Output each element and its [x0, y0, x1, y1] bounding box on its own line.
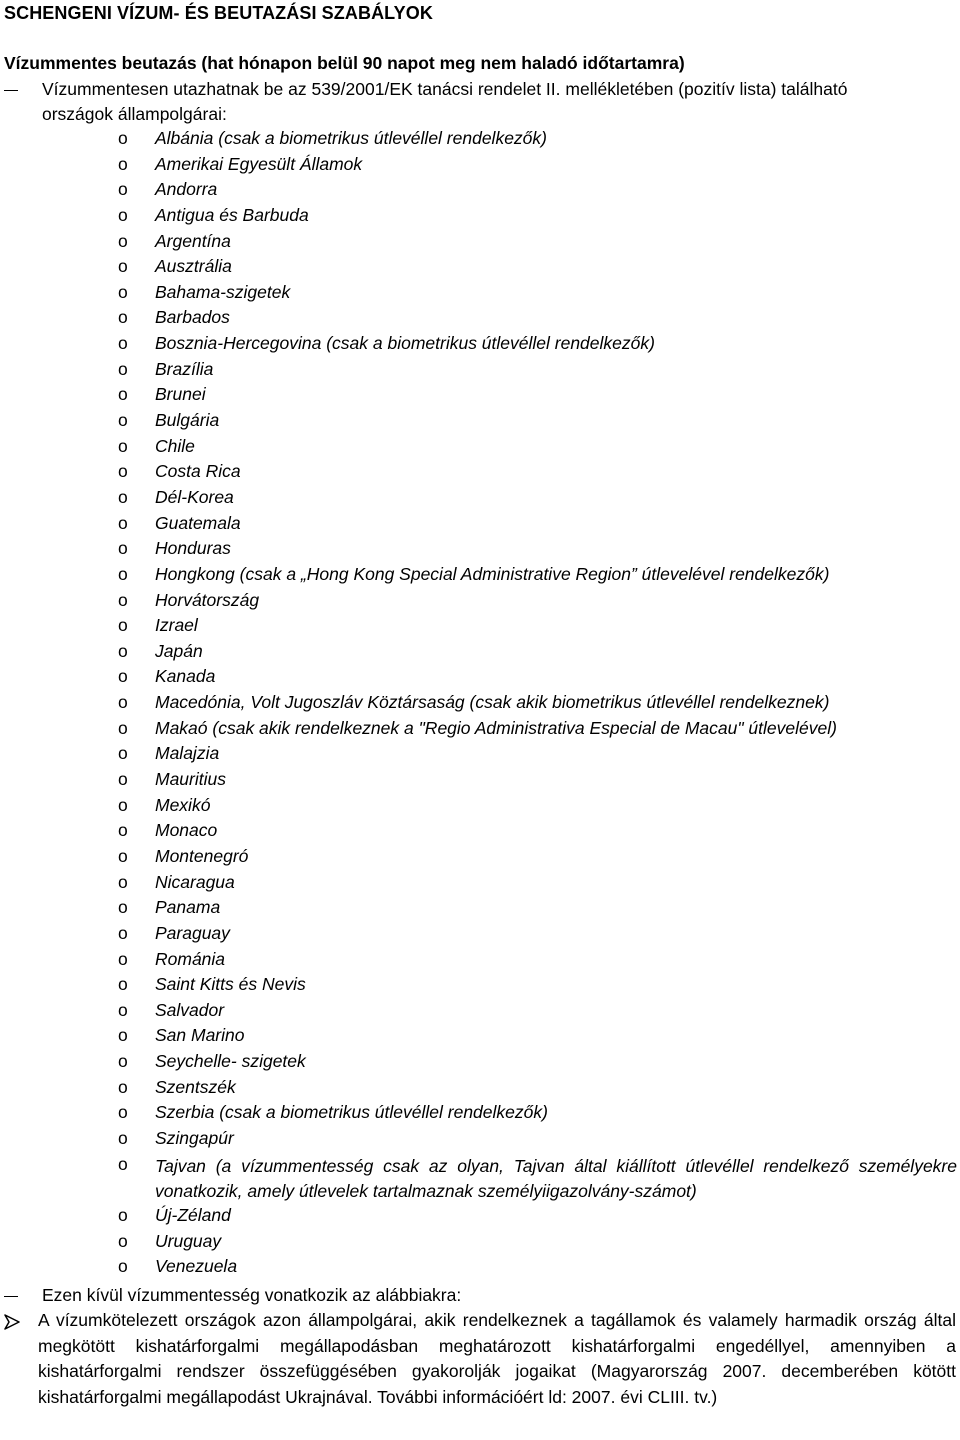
bullet-o-icon: o [118, 897, 128, 918]
country-name: Bosznia-Hercegovina (csak a biometrikus útlevéllel rendelkezők) [155, 333, 655, 354]
bullet-o-icon: o [118, 1204, 128, 1225]
bullet-o-icon: o [118, 794, 128, 815]
bullet-o-icon: o [118, 563, 128, 584]
bullet-o-icon: o [118, 410, 128, 431]
bullet-o-icon: o [118, 256, 128, 277]
list-item [0, 231, 960, 257]
list-item [0, 1025, 960, 1051]
country-name: Hongkong (csak a „Hong Kong Special Administrative Region” útlevelével rendelkezők) [155, 563, 830, 584]
bullet-o-icon: o [118, 974, 128, 995]
bullet-o-icon: o [118, 1256, 128, 1277]
list-item [0, 1231, 960, 1257]
document-title: SCHENGENI VÍZUM- ÉS BEUTAZÁSI SZABÁLYOK [4, 3, 433, 23]
country-name: Horvátország [155, 589, 260, 610]
list-item [0, 974, 960, 1000]
section-heading: Vízummentes beutazás (hat hónapon belül 90 napot meg nem haladó időtartamra) [4, 53, 685, 73]
list-item [0, 1205, 960, 1231]
bullet-o-icon: o [118, 666, 128, 687]
also-exempt-text: Ezen kívül vízummentesség vonatkozik az alábbiakra: [42, 1285, 462, 1305]
list-item [0, 205, 960, 231]
country-name: Dél-Korea [155, 486, 234, 507]
list-item [0, 949, 960, 975]
list-item [0, 590, 960, 616]
list-item [0, 307, 960, 333]
list-item [0, 820, 960, 846]
bullet-o-icon: o [118, 743, 128, 764]
list-item [0, 1256, 960, 1282]
bullet-o-icon: o [118, 358, 128, 379]
list-item [0, 359, 960, 385]
list-item [0, 1000, 960, 1026]
list-item [0, 923, 960, 949]
bullet-o-icon: o [118, 538, 128, 559]
country-name: Macedónia, Volt Jugoszláv Köztársaság (csak akik biometrikus útlevéllel rendelkeznek) [155, 692, 830, 713]
country-list [0, 128, 960, 1282]
bullet-o-icon: o [118, 153, 128, 174]
list-item [0, 487, 960, 513]
bullet-o-icon: o [118, 871, 128, 892]
list-item [0, 641, 960, 667]
bullet-o-icon: o [118, 179, 128, 200]
list-item [0, 513, 960, 539]
country-name: Mexikó [155, 794, 211, 815]
country-name: Szingapúr [155, 1127, 234, 1148]
intro-text: Vízummentesen utazhatnak be az 539/2001/EK tanácsi rendelet II. mellékletében (pozitív lista) található [42, 79, 848, 99]
country-name: Mauritius [155, 769, 226, 790]
country-name: Nicaragua [155, 871, 235, 892]
list-item [0, 333, 960, 359]
bullet-o-icon: o [118, 615, 128, 636]
list-item [0, 384, 960, 410]
bullet-o-icon: o [118, 769, 128, 790]
bullet-o-icon: o [118, 486, 128, 507]
arrowhead-bullet-icon [4, 1314, 20, 1330]
list-item [0, 718, 960, 744]
country-name: Brazília [155, 358, 214, 379]
country-name: Salvador [155, 999, 225, 1020]
country-name: Amerikai Egyesült Államok [155, 153, 363, 174]
bullet-o-icon: o [118, 999, 128, 1020]
bullet-o-icon: o [118, 845, 128, 866]
list-item [0, 410, 960, 436]
bullet-o-icon: o [118, 435, 128, 456]
list-item [0, 769, 960, 795]
bullet-o-icon: o [118, 820, 128, 841]
list-item [0, 461, 960, 487]
small-border-traffic-paragraph: A vízumkötelezett országok azon állampolgárai, akik rendelkeznek a tagállamok és valamely harmadik ország által megkötött kishatárforgalmi megállapodásban meghatározott kishatárforgalmi engedéllyel, amennyiben a kishatárforgalmi rendszer összefüggésében gyakorolják jogaikat (Magyarország 2007. decemberében kötött kishatárforgalmi megállapodást Ukrajnával. További információért ld: 2007. évi CLIII. tv.) [38, 1310, 956, 1407]
country-name: Antigua és Barbuda [155, 204, 309, 225]
country-name: Japán [155, 640, 203, 661]
bullet-o-icon: o [118, 1025, 128, 1046]
country-name: Paraguay [155, 922, 230, 943]
country-name: Románia [155, 948, 226, 969]
list-item [0, 564, 960, 590]
country-name: Guatemala [155, 512, 241, 533]
bullet-o-icon: o [118, 922, 128, 943]
bullet-o-icon: o [118, 204, 128, 225]
country-name: Szentszék [155, 1076, 236, 1097]
intro-text-continued: országok állampolgárai: [42, 104, 227, 124]
country-name: Uruguay [155, 1230, 222, 1251]
list-item [0, 128, 960, 154]
country-name: San Marino [155, 1025, 245, 1046]
bullet-o-icon: o [118, 230, 128, 251]
bullet-o-icon: o [118, 1076, 128, 1097]
country-name: Bulgária [155, 410, 220, 431]
bullet-o-icon: o [118, 307, 128, 328]
country-name: Tajvan (a vízummentesség csak az olyan, Tajvan által kiállított útlevéllel rendelkező személyekre vonatkozik, amely útlevelek tartalmaznak személyiigazolvány-számot) [155, 1155, 957, 1202]
bullet-o-icon: o [118, 1051, 128, 1072]
list-item [0, 846, 960, 872]
country-name: Malajzia [155, 743, 220, 764]
country-name: Monaco [155, 820, 218, 841]
bullet-o-icon: o [118, 692, 128, 713]
list-item [0, 692, 960, 718]
bullet-o-icon: o [118, 1102, 128, 1123]
list-item [0, 154, 960, 180]
list-item [0, 282, 960, 308]
list-item [0, 538, 960, 564]
bullet-o-icon: o [118, 384, 128, 405]
bullet-o-icon: o [118, 281, 128, 302]
country-name: Makaó (csak akik rendelkeznek a "Regio Administrativa Especial de Macau" útlevelével) [155, 717, 837, 738]
country-name: Honduras [155, 538, 231, 559]
country-name: Seychelle- szigetek [155, 1051, 306, 1072]
bullet-o-icon: o [118, 948, 128, 969]
bullet-o-icon: o [118, 1127, 128, 1148]
bullet-o-icon: o [118, 128, 128, 148]
country-name: Ausztrália [155, 256, 232, 277]
list-item [0, 1051, 960, 1077]
country-name: Bahama-szigetek [155, 281, 291, 302]
list-item [0, 615, 960, 641]
country-name: Brunei [155, 384, 206, 405]
country-name: Kanada [155, 666, 216, 687]
list-item [0, 1077, 960, 1103]
bullet-o-icon: o [118, 1153, 128, 1174]
list-item [0, 897, 960, 923]
list-item [0, 436, 960, 462]
list-item [0, 1154, 960, 1205]
list-item [0, 743, 960, 769]
list-item [0, 179, 960, 205]
list-item [0, 872, 960, 898]
list-item [0, 1128, 960, 1154]
bullet-o-icon: o [118, 333, 128, 354]
bullet-o-icon: o [118, 717, 128, 738]
country-name: Albánia (csak a biometrikus útlevéllel rendelkezők) [155, 128, 547, 148]
list-item [0, 666, 960, 692]
country-name: Chile [155, 435, 195, 456]
country-name: Saint Kitts és Nevis [155, 974, 306, 995]
country-name: Andorra [155, 179, 218, 200]
country-name: Costa Rica [155, 461, 241, 482]
country-name: Montenegró [155, 845, 249, 866]
country-name: Argentína [155, 230, 231, 251]
bullet-o-icon: o [118, 589, 128, 610]
bullet-o-icon: o [118, 461, 128, 482]
bullet-o-icon: o [118, 512, 128, 533]
list-item [0, 256, 960, 282]
country-name: Izrael [155, 615, 198, 636]
country-name: Barbados [155, 307, 230, 328]
bullet-o-icon: o [118, 1230, 128, 1251]
dash-bullet-icon [4, 1296, 18, 1297]
dash-bullet-icon [4, 90, 18, 91]
list-item [0, 1102, 960, 1128]
country-name: Szerbia (csak a biometrikus útlevéllel rendelkezők) [155, 1102, 548, 1123]
bullet-o-icon: o [118, 640, 128, 661]
list-item [0, 795, 960, 821]
country-name: Új-Zéland [155, 1204, 231, 1225]
country-name: Panama [155, 897, 221, 918]
country-name: Venezuela [155, 1256, 238, 1277]
